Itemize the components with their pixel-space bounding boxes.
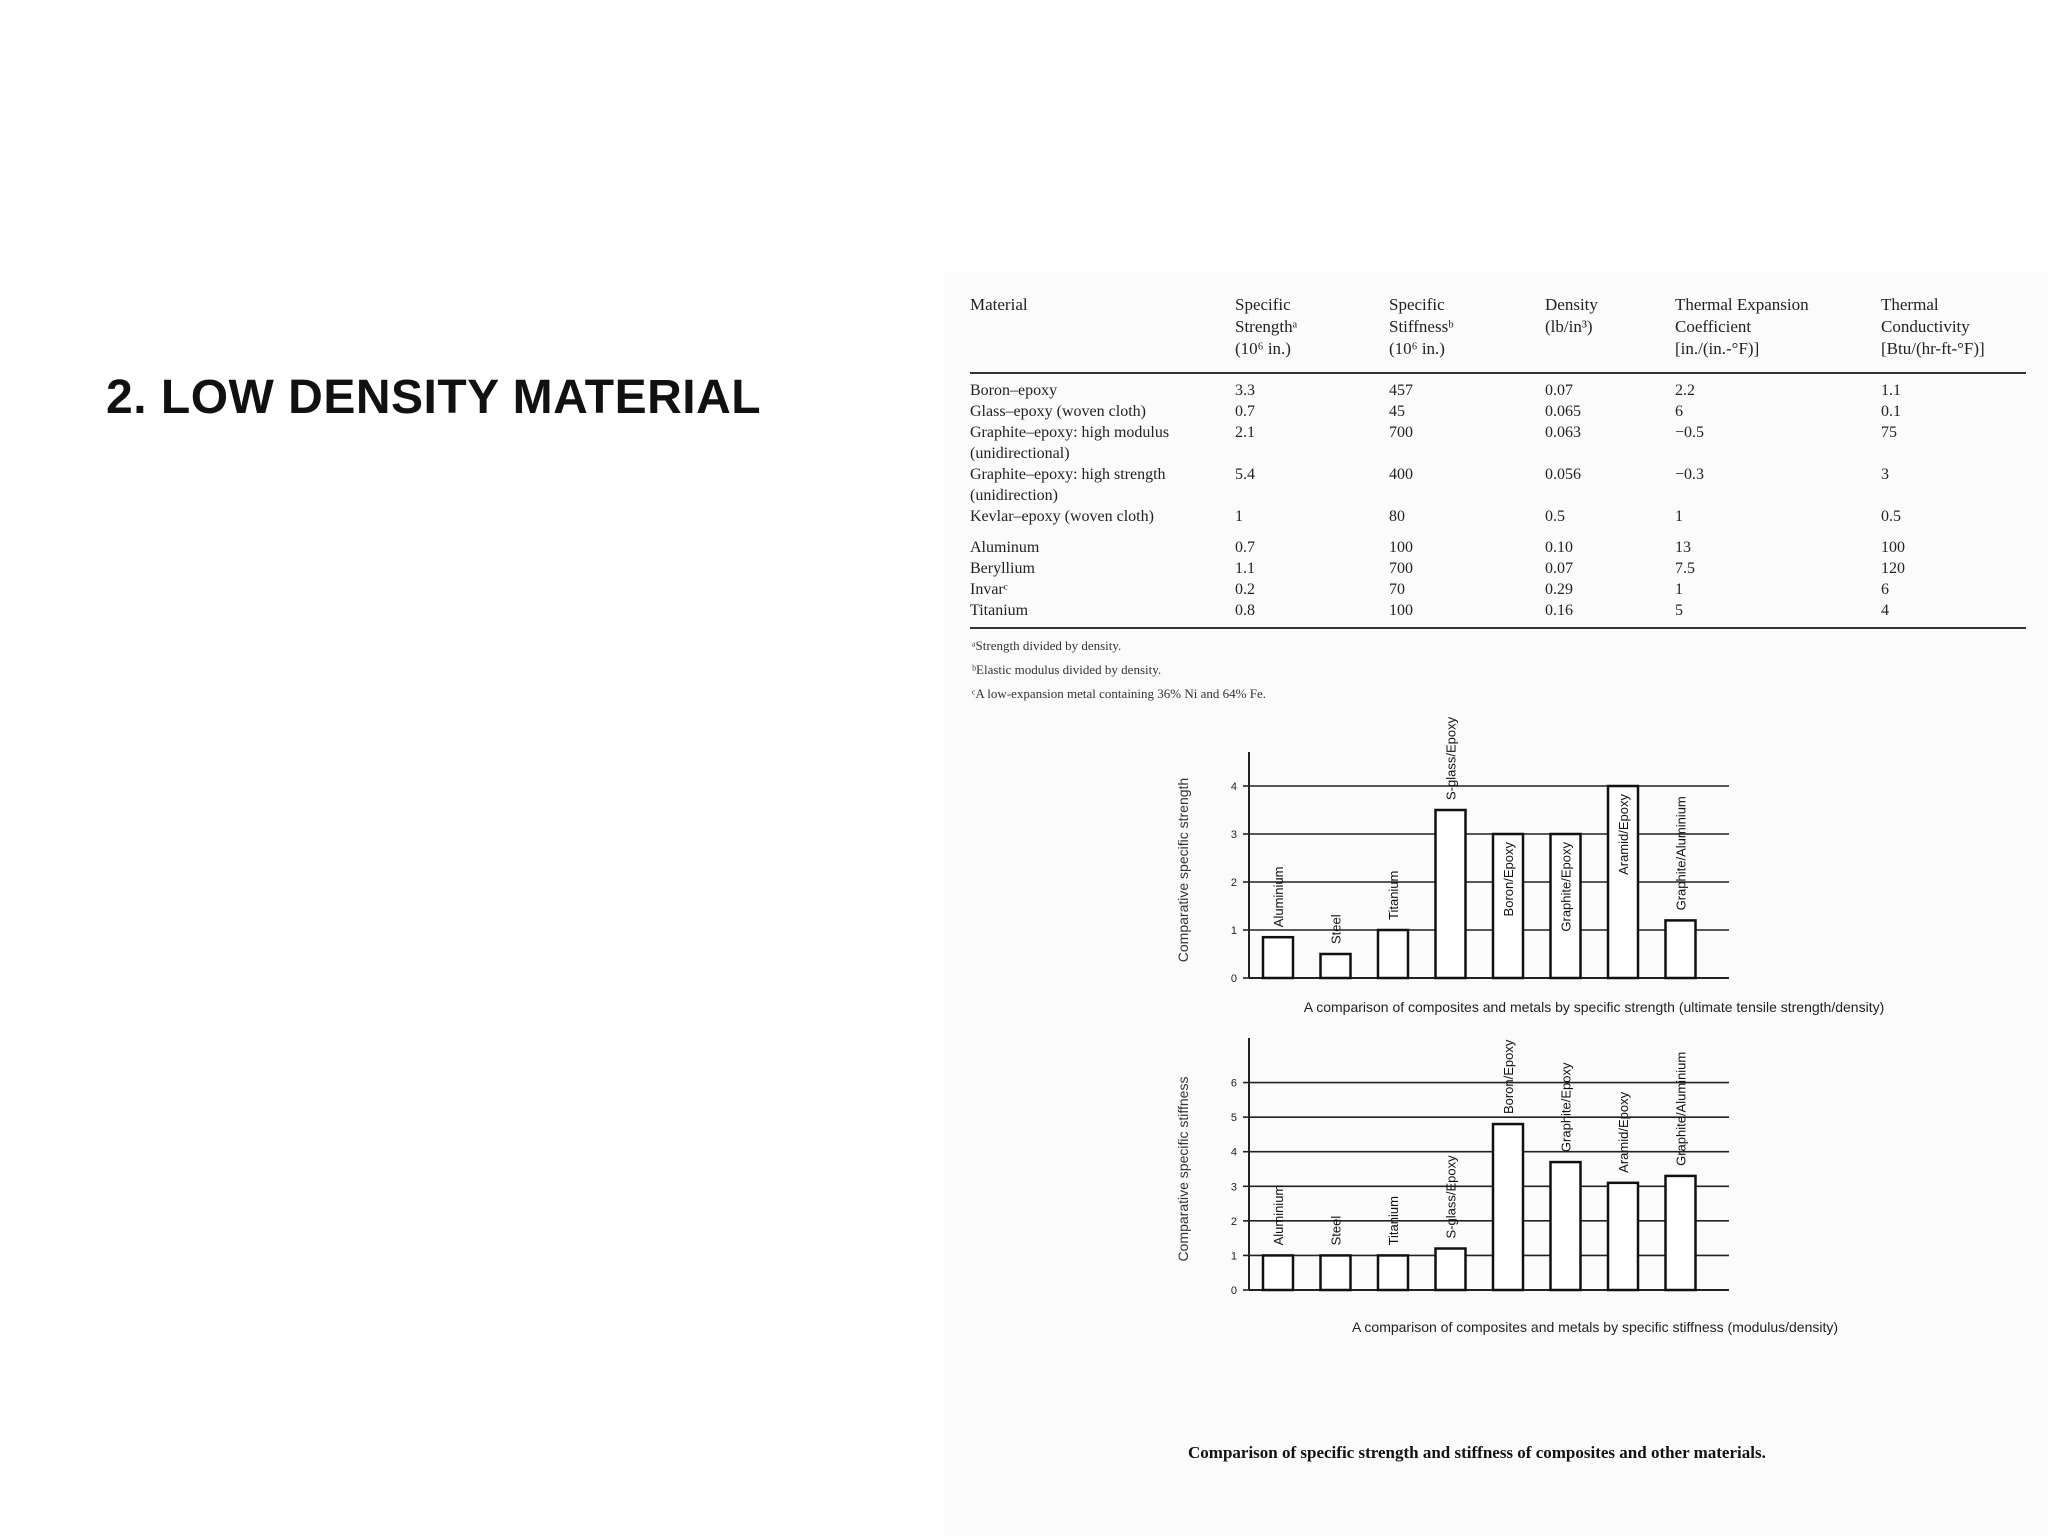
cell-value: 1.1 <box>1235 560 1255 577</box>
cell-value: 457 <box>1389 382 1413 399</box>
cell-value: 2.2 <box>1675 382 1695 399</box>
table-row <box>970 464 2026 506</box>
cell-value: 7.5 <box>1675 560 1695 577</box>
cell-value: 700 <box>1389 424 1413 441</box>
cell-material: Glass–epoxy (woven cloth) <box>970 403 1146 420</box>
figure-panel <box>944 272 2048 1536</box>
cell-value: 1.1 <box>1881 382 1901 399</box>
cell-value: 6 <box>1881 581 1889 598</box>
category-label: S-glass/Epoxy <box>1443 1155 1459 1239</box>
cell-value: 1 <box>1675 508 1683 525</box>
header-material: Material <box>970 294 1235 373</box>
y-tick-label: 2 <box>1230 1215 1237 1228</box>
slide-title: 2. LOW DENSITY MATERIAL <box>106 371 762 424</box>
category-label: Boron/Epoxy <box>1501 842 1516 917</box>
table-row <box>970 506 2026 527</box>
footnote-a: ᵃStrength divided by density. <box>972 638 1122 653</box>
cell-material: Invarᶜ <box>970 581 1008 598</box>
table-row <box>970 373 2026 401</box>
cell-value: 3 <box>1881 466 1889 483</box>
category-label: Graphite/Aluminium <box>1673 1051 1689 1166</box>
cell-value: 0.056 <box>1545 466 1581 483</box>
cell-value: 80 <box>1389 508 1405 525</box>
cell-value: 75 <box>1881 424 1897 441</box>
y-axis-label: Comparative specific strength <box>1175 777 1191 963</box>
cell-value: 0.7 <box>1235 539 1255 556</box>
category-label: Boron/Epoxy <box>1501 1039 1516 1115</box>
cell-value: 100 <box>1389 539 1413 556</box>
cell-value: 1 <box>1675 581 1683 598</box>
cell-material: Titanium <box>970 600 1235 628</box>
cell-value: −0.3 <box>1675 466 1705 483</box>
y-tick-label: 4 <box>1230 781 1237 793</box>
cell-value: 4 <box>1881 600 2026 628</box>
header-thermal-expansion: Thermal Expansion Coefficient [in./(in.-°F)] <box>1675 294 1881 373</box>
bar <box>1666 920 1696 978</box>
bar <box>1551 1162 1581 1290</box>
category-label: Aluminium <box>1271 1184 1286 1246</box>
category-label: Graphite/Aluminium <box>1673 796 1689 911</box>
category-label: Aluminium <box>1271 866 1286 928</box>
figure-caption: Comparison of specific strength and stiffness of composites and other materials. <box>1188 1443 1766 1462</box>
header-specific-strength: Specific Strengthᵃ (10⁶ in.) <box>1235 294 1389 373</box>
category-label: S-glass/Epoxy <box>1443 716 1459 800</box>
cell-value: 0.5 <box>1545 508 1565 525</box>
category-label: Titanium <box>1386 870 1401 920</box>
cell-value: 70 <box>1389 581 1405 598</box>
category-label: Titanium <box>1386 1196 1401 1246</box>
cell-value: 0.07 <box>1545 382 1573 399</box>
category-label: Steel <box>1328 1215 1344 1246</box>
cell-value: −0.5 <box>1675 424 1705 441</box>
cell-material: Boron–epoxy <box>970 382 1058 399</box>
bar <box>1608 1183 1638 1290</box>
y-tick-label: 6 <box>1230 1077 1237 1090</box>
table-row <box>970 401 2026 422</box>
cell-value: 5 <box>1675 600 1881 628</box>
cell-material: Graphite–epoxy: high modulus (unidirectional) <box>970 424 1170 462</box>
footnote-b: ᵇElastic modulus divided by density. <box>972 662 1162 677</box>
cell-value: 0.5 <box>1881 508 1901 525</box>
y-tick-label: 4 <box>1230 1146 1237 1159</box>
footnote-c: ᶜA low-expansion metal containing 36% Ni and 64% Fe. <box>972 686 1266 701</box>
cell-value: 0.065 <box>1545 403 1581 420</box>
bar <box>1263 937 1293 978</box>
cell-value: 100 <box>1881 539 1905 556</box>
cell-value: 5.4 <box>1235 466 1255 483</box>
y-tick-label: 3 <box>1230 829 1237 841</box>
y-tick-label: 1 <box>1230 925 1237 937</box>
y-tick-label: 0 <box>1230 973 1237 985</box>
cell-value: 0.10 <box>1545 539 1573 556</box>
cell-value: 6 <box>1675 403 1683 420</box>
cell-value: 0.7 <box>1235 403 1255 420</box>
bar <box>1321 954 1351 978</box>
cell-material: Beryllium <box>970 560 1035 577</box>
cell-material: Graphite–epoxy: high strength (unidirection) <box>970 466 1166 504</box>
cell-value: 0.07 <box>1545 560 1573 577</box>
category-label: Aramid/Epoxy <box>1616 1091 1631 1173</box>
cell-value: 45 <box>1389 403 1405 420</box>
cell-value: 0.16 <box>1545 600 1675 628</box>
chart-caption: A comparison of composites and metals by specific strength (ultimate tensile strength/density) <box>1303 999 1885 1015</box>
cell-material: Aluminum <box>970 539 1040 556</box>
cell-value: 13 <box>1675 539 1691 556</box>
cell-value: 400 <box>1389 466 1413 483</box>
cell-value: 0.063 <box>1545 424 1581 441</box>
table-row <box>970 422 2026 464</box>
y-tick-label: 1 <box>1230 1250 1237 1263</box>
chart-caption: A comparison of composites and metals by specific stiffness (modulus/density) <box>1351 1319 1839 1335</box>
bar <box>1378 1255 1408 1290</box>
cell-material: Kevlar–epoxy (woven cloth) <box>970 508 1154 525</box>
cell-value: 700 <box>1389 560 1413 577</box>
cell-value: 0.2 <box>1235 581 1255 598</box>
cell-value: 0.8 <box>1235 600 1389 628</box>
category-label: Graphite/Epoxy <box>1558 842 1574 932</box>
bar <box>1436 810 1466 978</box>
header-thermal-conductivity: Thermal Conductivity [Btu/(hr-ft-°F)] <box>1881 294 2026 373</box>
bar <box>1378 930 1408 978</box>
y-tick-label: 3 <box>1230 1181 1237 1194</box>
y-tick-label: 0 <box>1230 1285 1237 1297</box>
header-density: Density (lb/in³) <box>1545 294 1675 373</box>
bar <box>1493 1124 1523 1290</box>
category-label: Aramid/Epoxy <box>1616 794 1631 875</box>
bar <box>1321 1255 1351 1290</box>
y-tick-label: 5 <box>1230 1112 1237 1125</box>
cell-value: 120 <box>1881 560 1905 577</box>
bar <box>1436 1249 1466 1290</box>
cell-value: 3.3 <box>1235 382 1255 399</box>
cell-value: 1 <box>1235 508 1243 525</box>
header-specific-stiffness: Specific Stiffnessᵇ (10⁶ in.) <box>1389 294 1545 373</box>
category-label: Graphite/Epoxy <box>1558 1062 1574 1153</box>
table-header-row <box>970 294 2026 373</box>
y-axis-label: Comparative specific stiffness <box>1175 1076 1191 1262</box>
cell-value: 2.1 <box>1235 424 1255 441</box>
cell-value: 100 <box>1389 600 1545 628</box>
bar <box>1666 1176 1696 1290</box>
cell-value: 0.1 <box>1881 403 1901 420</box>
specific-strength-chart <box>944 526 2048 1426</box>
y-tick-label: 2 <box>1230 877 1237 889</box>
category-label: Steel <box>1328 914 1344 944</box>
bar <box>1263 1255 1293 1290</box>
cell-value: 0.29 <box>1545 581 1573 598</box>
